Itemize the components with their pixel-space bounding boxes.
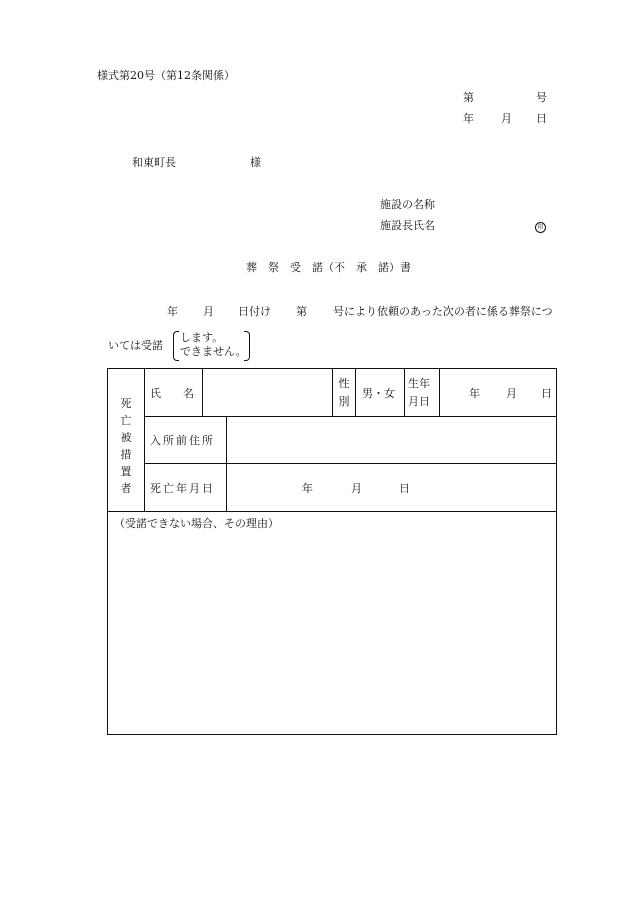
- body-day-dated: 日付け: [238, 305, 271, 318]
- death-date-label: 死亡年月日: [150, 482, 215, 495]
- doc-no-prefix: 第: [463, 91, 474, 104]
- body-no-prefix: 第: [296, 305, 307, 318]
- birth-label-line1: 生年: [408, 377, 430, 390]
- body-line2-start: いては受諾: [108, 339, 163, 352]
- issue-day: 日: [536, 112, 547, 125]
- option-cannot-accept: できません。: [180, 345, 247, 358]
- sex-options: 男・女: [362, 387, 395, 400]
- document-title: 葬 祭 受 諾（不 承 諾）書: [246, 261, 411, 274]
- option-brace-left: [173, 331, 179, 361]
- issue-month: 月: [501, 112, 512, 125]
- issue-year: 年: [463, 112, 474, 125]
- prev-address-label: 入所前住所: [150, 434, 215, 447]
- death-month: 月: [351, 482, 362, 495]
- option-brace-right: [244, 331, 250, 361]
- body-line1-rest: 号により依頼のあった次の者に係る葬祭につ: [333, 305, 553, 318]
- option-will-accept: します。: [180, 331, 224, 344]
- doc-no-suffix: 号: [536, 91, 547, 104]
- seal-icon: 印: [535, 219, 546, 233]
- deceased-side-label: 死亡被措置者: [120, 397, 132, 495]
- body-year: 年: [167, 305, 178, 318]
- birth-label-line2: 月日: [408, 395, 430, 408]
- body-month: 月: [203, 305, 214, 318]
- facility-name-label: 施設の名称: [380, 198, 435, 211]
- director-name-label: 施設長氏名: [380, 219, 435, 232]
- name-label: 氏 名: [150, 387, 194, 400]
- death-year: 年: [302, 482, 313, 495]
- sex-label: 性別: [338, 377, 350, 408]
- form-number: 様式第20号（第12条関係）: [97, 69, 235, 82]
- deceased-table: [107, 368, 557, 735]
- birth-month: 月: [506, 387, 517, 400]
- death-day: 日: [399, 482, 410, 495]
- addressee-honorific: 様: [250, 156, 261, 169]
- reason-label: （受諾できない場合、その理由）: [114, 517, 279, 530]
- birth-year: 年: [469, 387, 480, 400]
- birth-day: 日: [541, 387, 552, 400]
- addressee-name: 和東町長: [132, 156, 176, 169]
